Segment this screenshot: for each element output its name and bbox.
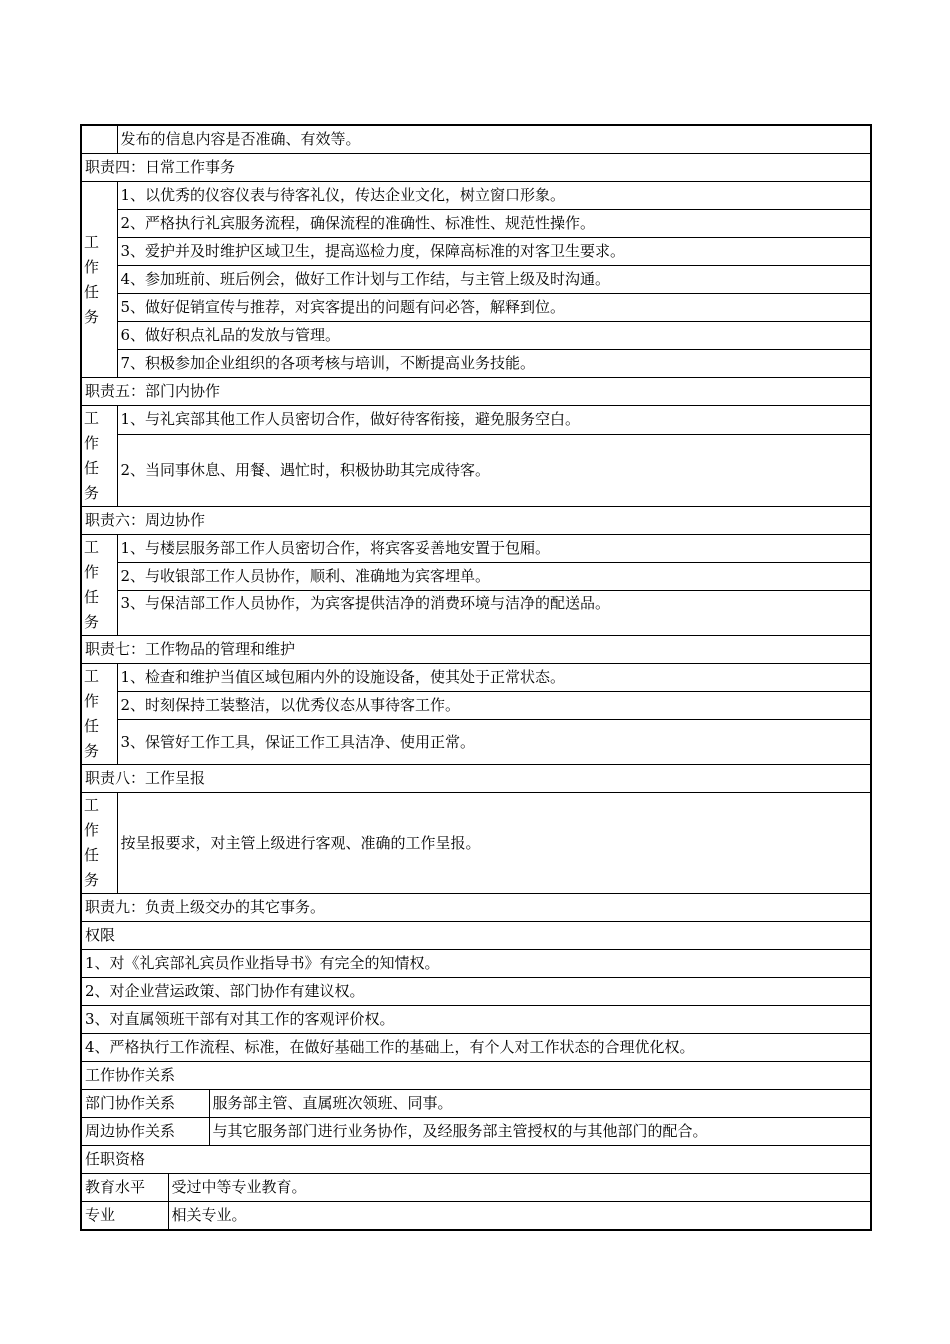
table-row — [81, 210, 871, 238]
task-text: 2、时刻保持工装整洁，以优秀仪态从事待客工作。 — [117, 692, 871, 720]
section-header-duty5 — [81, 378, 871, 406]
task-label: 工 作 任 务 — [81, 664, 117, 765]
task-text: 1、与礼宾部其他工作人员密切合作，做好待客衔接，避免服务空白。 — [117, 406, 871, 435]
task-text: 2、与收银部工作人员协作，顺利、准确地为宾客埋单。 — [117, 563, 871, 591]
job-description-document — [80, 124, 872, 1231]
table-row — [81, 266, 871, 294]
task-text: 7、积极参加企业组织的各项考核与培训，不断提高业务技能。 — [117, 350, 871, 378]
authority-item: 3、对直属领班干部有对其工作的客观评价权。 — [81, 1006, 871, 1034]
table-row — [82, 1118, 870, 1146]
table-row — [81, 238, 871, 266]
task-text: 2、当同事休息、用餐、遇忙时，积极协助其完成待客。 — [117, 434, 871, 506]
section-header-duty8 — [81, 765, 871, 793]
section-header-relations — [81, 1062, 871, 1090]
section-title: 权限 — [81, 922, 871, 950]
task-text: 1、以优秀的仪容仪表与待客礼仪，传达企业文化，树立窗口形象。 — [117, 182, 871, 210]
table-row — [81, 720, 871, 765]
section-title: 任职资格 — [81, 1146, 871, 1174]
task-text: 3、与保洁部工作人员协作，为宾客提供洁净的消费环境与洁净的配送品。 — [117, 591, 871, 636]
table-row — [81, 294, 871, 322]
authority-item: 2、对企业营运政策、部门协作有建议权。 — [81, 978, 871, 1006]
table-row — [81, 1006, 871, 1034]
table-row — [81, 950, 871, 978]
table-row — [81, 1034, 871, 1062]
table-row — [81, 535, 871, 563]
section-title: 职责九：负责上级交办的其它事务。 — [81, 894, 871, 922]
section-title: 职责四：日常工作事务 — [81, 154, 871, 182]
task-label: 工 作 任 务 — [81, 535, 117, 636]
section-header-duty7 — [81, 636, 871, 664]
table-row — [81, 322, 871, 350]
section-title: 职责五：部门内协作 — [81, 378, 871, 406]
qualification-label: 专业 — [82, 1202, 168, 1230]
section-title: 职责七：工作物品的管理和维护 — [81, 636, 871, 664]
relation-value: 服务部主管、直属班次领班、同事。 — [209, 1090, 870, 1118]
qualification-value: 受过中等专业教育。 — [168, 1174, 870, 1202]
relation-label: 部门协作关系 — [82, 1090, 209, 1118]
table-row — [81, 793, 871, 894]
table-row — [81, 692, 871, 720]
section-title: 职责八：工作呈报 — [81, 765, 871, 793]
relation-label: 周边协作关系 — [82, 1118, 209, 1146]
table-row — [82, 1202, 870, 1230]
table-row — [81, 1174, 871, 1231]
blank-cell — [81, 125, 117, 154]
table-row — [81, 434, 871, 506]
task-text: 6、做好积点礼品的发放与管理。 — [117, 322, 871, 350]
task-text: 1、检查和维护当值区域包厢内外的设施设备，使其处于正常状态。 — [117, 664, 871, 692]
task-label: 工 作 任 务 — [81, 406, 117, 507]
qualification-value: 相关专业。 — [168, 1202, 870, 1230]
section-header-duty6 — [81, 507, 871, 535]
qualification-table — [82, 1174, 870, 1229]
task-text: 5、做好促销宣传与推荐，对宾客提出的问题有问必答，解释到位。 — [117, 294, 871, 322]
table-row — [81, 125, 871, 154]
task-text: 2、严格执行礼宾服务流程，确保流程的准确性、标准性、规范性操作。 — [117, 210, 871, 238]
job-description-table — [80, 124, 872, 1231]
task-text: 发布的信息内容是否准确、有效等。 — [117, 125, 871, 154]
section-title: 工作协作关系 — [81, 1062, 871, 1090]
task-label: 工 作 任 务 — [81, 793, 117, 894]
table-row — [81, 406, 871, 435]
relation-value: 与其它服务部门进行业务协作，及经服务部主管授权的与其他部门的配合。 — [209, 1118, 870, 1146]
table-row — [82, 1090, 870, 1118]
table-row — [81, 350, 871, 378]
table-row — [81, 591, 871, 636]
section-header-qualification — [81, 1146, 871, 1174]
table-row — [82, 1174, 870, 1202]
section-header-duty4 — [81, 154, 871, 182]
table-row — [81, 182, 871, 210]
task-text: 3、爱护并及时维护区域卫生，提高巡检力度，保障高标准的对客卫生要求。 — [117, 238, 871, 266]
relations-table — [82, 1090, 870, 1145]
section-header-duty9 — [81, 894, 871, 922]
task-text: 3、保管好工作工具，保证工作工具洁净、使用正常。 — [117, 720, 871, 765]
task-text: 4、参加班前、班后例会，做好工作计划与工作结，与主管上级及时沟通。 — [117, 266, 871, 294]
qualification-label: 教育水平 — [82, 1174, 168, 1202]
task-label: 工 作 任 务 — [81, 182, 117, 378]
task-text: 1、与楼层服务部工作人员密切合作，将宾客妥善地安置于包厢。 — [117, 535, 871, 563]
task-text: 按呈报要求，对主管上级进行客观、准确的工作呈报。 — [117, 793, 871, 894]
authority-item: 1、对《礼宾部礼宾员作业指导书》有完全的知情权。 — [81, 950, 871, 978]
section-title: 职责六：周边协作 — [81, 507, 871, 535]
table-row — [81, 978, 871, 1006]
table-row — [81, 1090, 871, 1146]
table-row — [81, 664, 871, 692]
section-header-authority — [81, 922, 871, 950]
authority-item: 4、严格执行工作流程、标准，在做好基础工作的基础上，有个人对工作状态的合理优化权。 — [81, 1034, 871, 1062]
table-row — [81, 563, 871, 591]
